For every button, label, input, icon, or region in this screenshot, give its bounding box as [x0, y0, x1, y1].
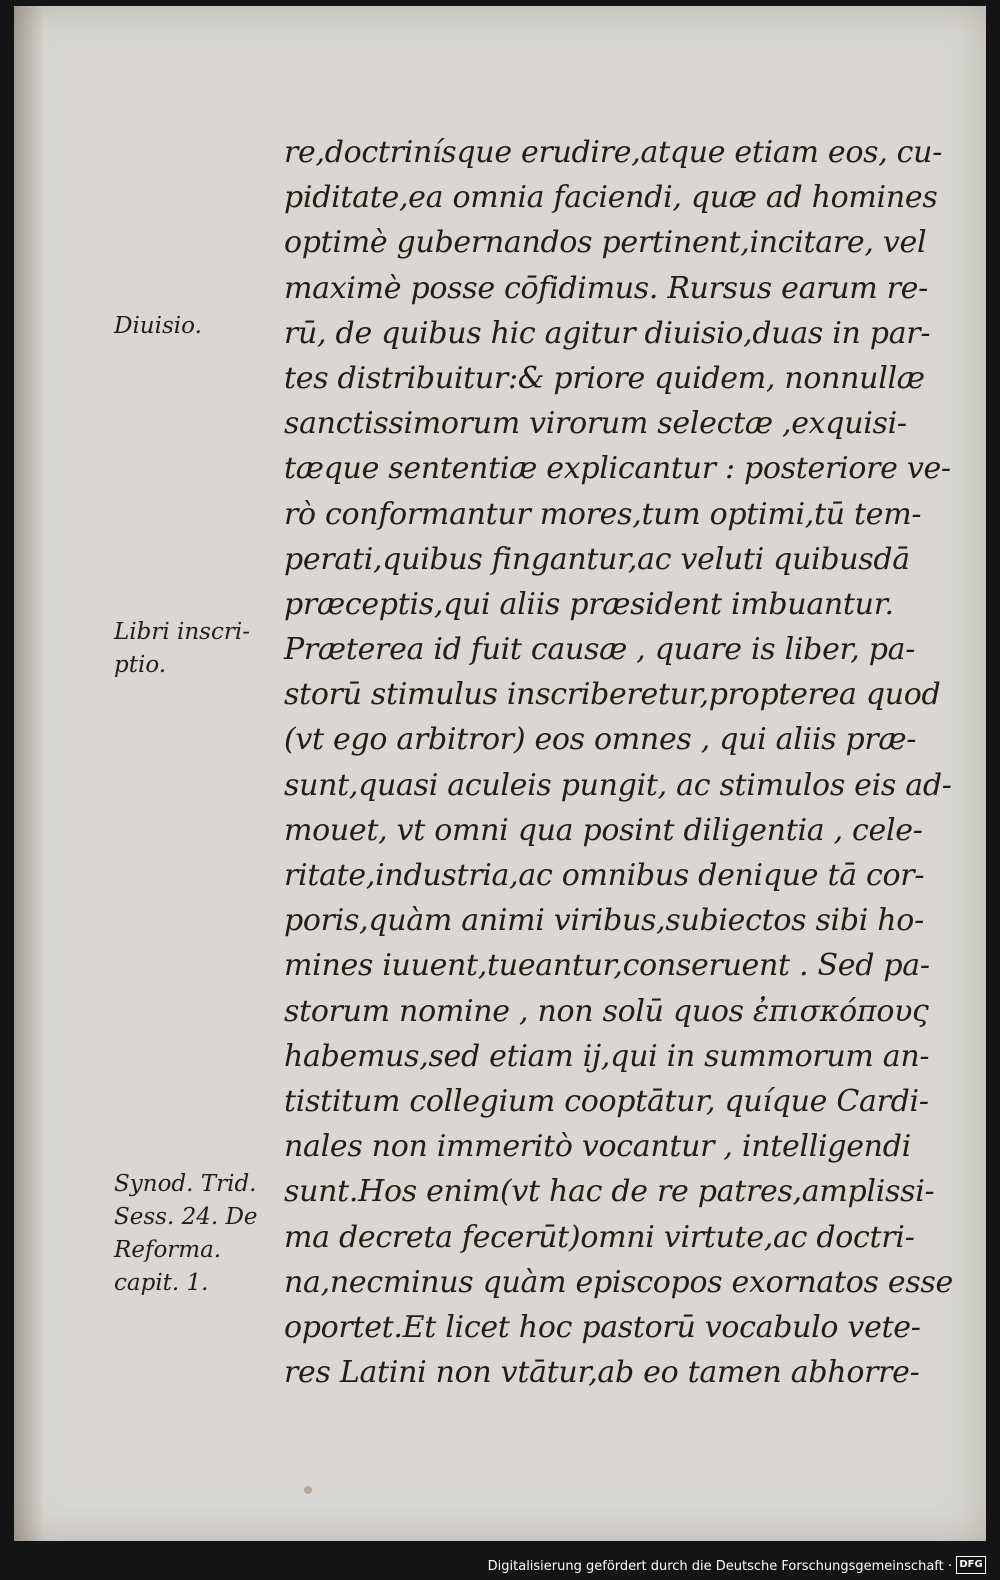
marginal-note-line: ptio. — [114, 652, 167, 678]
marginal-note-line: Sess. 24. De — [114, 1204, 258, 1230]
marginal-note-line: Libri inscri- — [114, 619, 250, 645]
text-line: optimè gubernandos pertinent,incitare, vel — [284, 225, 927, 261]
text-line: rò conformantur mores,tum optimi,tū tem- — [284, 496, 922, 532]
text-line: sunt,quasi aculeis pungit, ac stimulos eis ad- — [284, 767, 952, 803]
text-line: tistitum collegium cooptātur, quíque Cardi- — [284, 1083, 929, 1119]
text-line: mouet, vt omni qua posint diligentia , cele- — [284, 812, 923, 848]
text-line: res Latini non vtātur,ab eo tamen abhorre- — [284, 1355, 920, 1391]
text-line: perati,quibus fingantur,ac veluti quibusdā — [284, 541, 910, 577]
dfg-logo: DFG — [956, 1556, 986, 1574]
text-line: piditate,ea omnia faciendi, quæ ad homines — [284, 180, 938, 216]
funding-credit: Digitalisierung gefördert durch die Deutsche Forschungsgemeinschaft · — [487, 1559, 952, 1574]
digitization-footer — [0, 1542, 1000, 1580]
marginal-note-line: capit. 1. — [114, 1270, 209, 1296]
marginal-note-line: Diuisio. — [114, 313, 202, 339]
text-line: præceptis,qui aliis præsident imbuantur. — [284, 586, 894, 622]
text-line: Præterea id fuit causæ , quare is liber, pa- — [284, 632, 916, 668]
marginal-note-line: Synod. Trid. — [114, 1171, 257, 1197]
marginal-note-synod-reference — [114, 1168, 258, 1300]
ink-spot — [304, 1486, 312, 1494]
marginal-note-division — [114, 310, 202, 343]
text-line: ritate,industria,ac omnibus denique tā cor- — [284, 858, 925, 893]
text-line: oportet.Et licet hoc pastorū vocabulo vete- — [284, 1309, 921, 1345]
text-line: storum nomine , non solū quos ἐπισκόπους — [284, 993, 929, 1029]
text-line: sunt.Hos enim(vt hac de re patres,amplissi- — [284, 1174, 935, 1210]
text-line: rū, de quibus hic agitur diuisio,duas in par- — [284, 315, 931, 351]
book-page — [14, 6, 986, 1541]
text-line: ma decreta fecerūt)omni virtute,ac doctri- — [284, 1219, 915, 1255]
text-line: maximè posse cōfidimus. Rursus earum re- — [284, 270, 928, 306]
main-text-block — [284, 130, 953, 1395]
text-line: habemus,sed etiam ij,qui in summorum an- — [284, 1038, 930, 1074]
text-line: sanctissimorum virorum selectæ ,exquisi- — [284, 406, 907, 442]
text-line: mines iuuent,tueantur,conseruent . Sed pa- — [284, 948, 930, 984]
text-line: nales non immeritò vocantur , intelligendi — [284, 1129, 911, 1165]
text-line: poris,quàm animi viribus,subiectos sibi ho- — [284, 903, 924, 939]
marginal-note-inscription — [114, 616, 250, 682]
text-line: re,doctrinísque erudire,atque etiam eos, cu- — [284, 135, 943, 170]
marginal-note-line: Reforma. — [114, 1237, 222, 1263]
text-line: storū stimulus inscriberetur,propterea quod — [284, 677, 941, 713]
text-line: tes distribuitur:& priore quidem, nonnullæ — [284, 360, 925, 396]
text-line: tæque sententiæ explicantur : posteriore ve- — [284, 451, 951, 487]
text-line: (vt ego arbitror) eos omnes , qui aliis præ- — [284, 722, 917, 758]
text-line: na,necminus quàm episcopos exornatos esse — [284, 1264, 953, 1300]
